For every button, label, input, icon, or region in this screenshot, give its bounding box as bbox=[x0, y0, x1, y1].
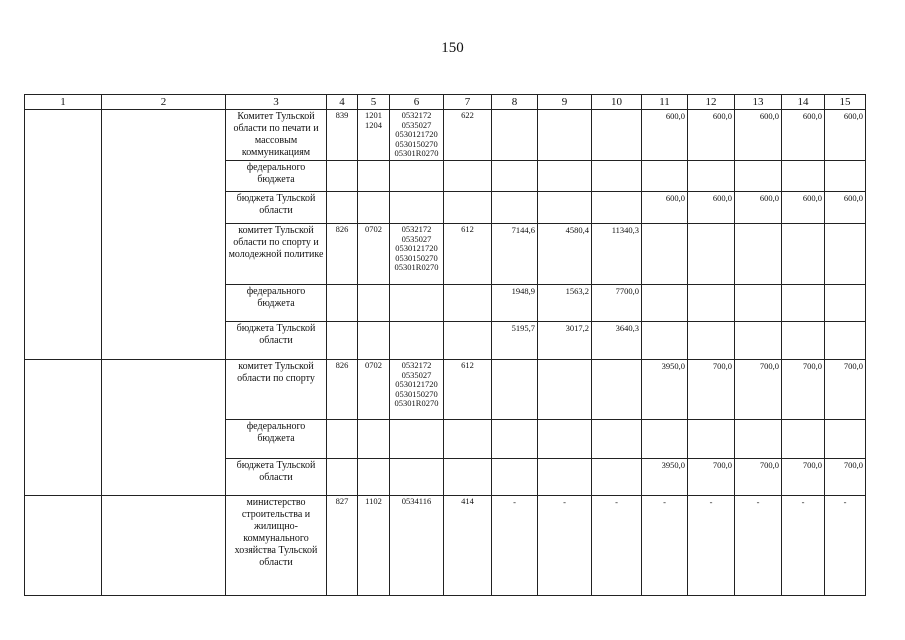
cell-value bbox=[825, 285, 866, 322]
column-header: 7 bbox=[444, 95, 492, 110]
cell-value bbox=[492, 420, 538, 459]
cell-value bbox=[782, 224, 825, 285]
cell-col2 bbox=[102, 110, 226, 360]
cell-expense-type bbox=[444, 285, 492, 322]
column-header: 13 bbox=[735, 95, 782, 110]
cell-value bbox=[688, 224, 735, 285]
cell-value bbox=[592, 420, 642, 459]
cell-value bbox=[735, 285, 782, 322]
cell-value: 700,0 bbox=[825, 459, 866, 496]
cell-target-article bbox=[390, 285, 444, 322]
cell-value: - bbox=[538, 496, 592, 596]
column-header: 9 bbox=[538, 95, 592, 110]
budget-table bbox=[24, 94, 866, 596]
cell-value bbox=[592, 192, 642, 224]
column-header: 10 bbox=[592, 95, 642, 110]
cell-col1 bbox=[25, 360, 102, 496]
cell-target-article: 0532172 0535027 0530121720 0530150270 05301R0270 bbox=[390, 360, 444, 420]
column-header: 12 bbox=[688, 95, 735, 110]
cell-value: 600,0 bbox=[825, 192, 866, 224]
cell-value bbox=[825, 161, 866, 192]
cell-recipient: комитет Тульской области по спорту и молодежной политике bbox=[226, 224, 327, 285]
cell-value bbox=[538, 192, 592, 224]
cell-code bbox=[327, 192, 358, 224]
cell-code: 826 bbox=[327, 360, 358, 420]
cell-value bbox=[825, 224, 866, 285]
cell-section bbox=[358, 459, 390, 496]
cell-recipient: бюджета Тульской области bbox=[226, 322, 327, 360]
cell-value bbox=[642, 224, 688, 285]
cell-expense-type: 414 bbox=[444, 496, 492, 596]
page-number: 150 bbox=[441, 40, 464, 56]
cell-target-article: 0534116 bbox=[390, 496, 444, 596]
cell-value: 3017,2 bbox=[538, 322, 592, 360]
cell-recipient: бюджета Тульской области bbox=[226, 192, 327, 224]
cell-value bbox=[642, 420, 688, 459]
cell-expense-type bbox=[444, 192, 492, 224]
cell-expense-type bbox=[444, 322, 492, 360]
cell-col1 bbox=[25, 110, 102, 360]
column-header: 14 bbox=[782, 95, 825, 110]
cell-recipient: комитет Тульской области по спорту bbox=[226, 360, 327, 420]
column-header: 8 bbox=[492, 95, 538, 110]
cell-col2 bbox=[102, 496, 226, 596]
cell-value: 600,0 bbox=[735, 110, 782, 161]
cell-value: 700,0 bbox=[688, 360, 735, 420]
cell-target-article bbox=[390, 161, 444, 192]
cell-value bbox=[492, 161, 538, 192]
cell-value bbox=[538, 161, 592, 192]
cell-value bbox=[688, 322, 735, 360]
cell-value bbox=[642, 285, 688, 322]
column-header: 4 bbox=[327, 95, 358, 110]
cell-recipient: федерального бюджета bbox=[226, 420, 327, 459]
cell-code bbox=[327, 161, 358, 192]
cell-section bbox=[358, 192, 390, 224]
cell-target-article bbox=[390, 459, 444, 496]
cell-recipient: бюджета Тульской области bbox=[226, 459, 327, 496]
cell-col1 bbox=[25, 496, 102, 596]
column-header: 2 bbox=[102, 95, 226, 110]
cell-section bbox=[358, 161, 390, 192]
cell-value bbox=[492, 110, 538, 161]
cell-value: - bbox=[642, 496, 688, 596]
column-header: 6 bbox=[390, 95, 444, 110]
cell-value: - bbox=[782, 496, 825, 596]
cell-section: 0702 bbox=[358, 224, 390, 285]
cell-value: - bbox=[592, 496, 642, 596]
column-header: 15 bbox=[825, 95, 866, 110]
cell-value: - bbox=[492, 496, 538, 596]
cell-recipient: федерального бюджета bbox=[226, 161, 327, 192]
table-row bbox=[25, 110, 866, 161]
cell-section: 1102 bbox=[358, 496, 390, 596]
cell-recipient: министерство строительства и жилищно-коммунального хозяйства Тульской области bbox=[226, 496, 327, 596]
cell-value: 11340,3 bbox=[592, 224, 642, 285]
cell-target-article bbox=[390, 322, 444, 360]
cell-value bbox=[538, 420, 592, 459]
cell-value: 600,0 bbox=[735, 192, 782, 224]
cell-code bbox=[327, 322, 358, 360]
cell-value bbox=[492, 459, 538, 496]
column-header: 5 bbox=[358, 95, 390, 110]
column-header: 11 bbox=[642, 95, 688, 110]
cell-value: 1563,2 bbox=[538, 285, 592, 322]
cell-value: 4580,4 bbox=[538, 224, 592, 285]
cell-value bbox=[825, 322, 866, 360]
cell-section: 0702 bbox=[358, 360, 390, 420]
cell-section bbox=[358, 285, 390, 322]
cell-value: 700,0 bbox=[782, 459, 825, 496]
cell-expense-type bbox=[444, 459, 492, 496]
cell-section bbox=[358, 322, 390, 360]
cell-value bbox=[538, 110, 592, 161]
cell-value: 600,0 bbox=[782, 192, 825, 224]
table-row bbox=[25, 496, 866, 596]
cell-recipient: федерального бюджета bbox=[226, 285, 327, 322]
cell-code bbox=[327, 285, 358, 322]
cell-value: 600,0 bbox=[642, 192, 688, 224]
cell-value bbox=[592, 459, 642, 496]
cell-value: 600,0 bbox=[688, 110, 735, 161]
cell-value: 1948,9 bbox=[492, 285, 538, 322]
cell-target-article: 0532172 0535027 0530121720 0530150270 05301R0270 bbox=[390, 110, 444, 161]
cell-value: 700,0 bbox=[825, 360, 866, 420]
cell-value: 3950,0 bbox=[642, 459, 688, 496]
table-row bbox=[25, 360, 866, 420]
cell-value: 3640,3 bbox=[592, 322, 642, 360]
column-header: 3 bbox=[226, 95, 327, 110]
cell-value: 5195,7 bbox=[492, 322, 538, 360]
cell-value: 600,0 bbox=[642, 110, 688, 161]
cell-recipient: Комитет Тульской области по печати и массовым коммуникациям bbox=[226, 110, 327, 161]
cell-value bbox=[688, 420, 735, 459]
cell-value: - bbox=[688, 496, 735, 596]
cell-code bbox=[327, 420, 358, 459]
cell-value bbox=[642, 161, 688, 192]
cell-expense-type: 612 bbox=[444, 224, 492, 285]
cell-value bbox=[688, 161, 735, 192]
cell-value: 700,0 bbox=[735, 360, 782, 420]
cell-value bbox=[735, 224, 782, 285]
cell-value bbox=[642, 322, 688, 360]
cell-value bbox=[782, 161, 825, 192]
cell-value bbox=[735, 420, 782, 459]
cell-value bbox=[592, 110, 642, 161]
cell-target-article bbox=[390, 192, 444, 224]
cell-code bbox=[327, 459, 358, 496]
cell-value: 7144,6 bbox=[492, 224, 538, 285]
cell-value bbox=[538, 360, 592, 420]
cell-value bbox=[782, 322, 825, 360]
header-row bbox=[25, 95, 866, 110]
cell-value bbox=[492, 192, 538, 224]
cell-value bbox=[688, 285, 735, 322]
cell-section: 1201 1204 bbox=[358, 110, 390, 161]
cell-section bbox=[358, 420, 390, 459]
cell-value bbox=[735, 322, 782, 360]
cell-value bbox=[492, 360, 538, 420]
cell-target-article bbox=[390, 420, 444, 459]
cell-value: 700,0 bbox=[688, 459, 735, 496]
cell-expense-type bbox=[444, 420, 492, 459]
cell-value bbox=[538, 459, 592, 496]
cell-value bbox=[592, 161, 642, 192]
cell-expense-type bbox=[444, 161, 492, 192]
cell-value: 600,0 bbox=[688, 192, 735, 224]
cell-value bbox=[782, 285, 825, 322]
cell-value bbox=[735, 161, 782, 192]
cell-value bbox=[825, 420, 866, 459]
cell-value: 7700,0 bbox=[592, 285, 642, 322]
cell-value bbox=[782, 420, 825, 459]
cell-value: 600,0 bbox=[825, 110, 866, 161]
cell-value: 600,0 bbox=[782, 110, 825, 161]
cell-value: 700,0 bbox=[782, 360, 825, 420]
cell-expense-type: 612 bbox=[444, 360, 492, 420]
column-header: 1 bbox=[25, 95, 102, 110]
cell-target-article: 0532172 0535027 0530121720 0530150270 05301R0270 bbox=[390, 224, 444, 285]
cell-value: - bbox=[825, 496, 866, 596]
cell-code: 827 bbox=[327, 496, 358, 596]
cell-expense-type: 622 bbox=[444, 110, 492, 161]
cell-code: 839 bbox=[327, 110, 358, 161]
cell-value: 3950,0 bbox=[642, 360, 688, 420]
cell-code: 826 bbox=[327, 224, 358, 285]
cell-value: 700,0 bbox=[735, 459, 782, 496]
cell-col2 bbox=[102, 360, 226, 496]
cell-value: - bbox=[735, 496, 782, 596]
cell-value bbox=[592, 360, 642, 420]
